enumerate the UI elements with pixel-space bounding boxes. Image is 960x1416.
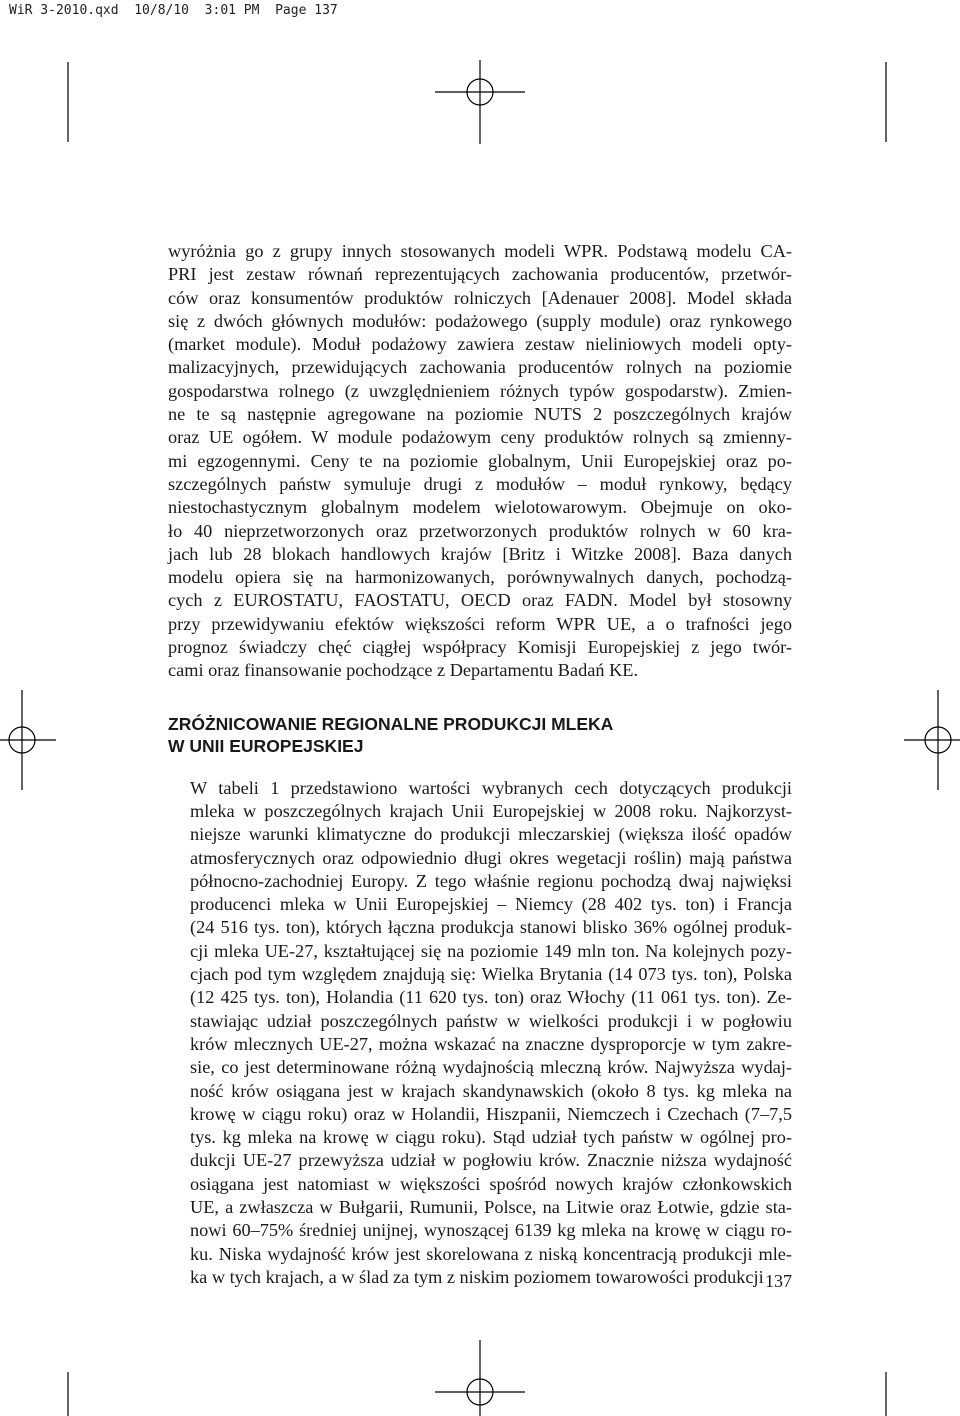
text-line: się z dwóch głównych modułów: podażowego (supply module) oraz rynkowego [168, 310, 792, 331]
text-line: cami oraz finansowanie pochodzące z Departamentu Badań KE. [168, 660, 639, 681]
text-line: (12 425 tys. ton), Holandia (11 620 tys. ton) oraz Włochy (11 061 tys. ton). Ze- [190, 987, 792, 1008]
text-line: cych z EUROSTATU, FAOSTATU, OECD oraz FADN. Model był stosowny [168, 590, 792, 611]
text-line: niejsze warunki klimatyczne do produkcji mleczarskiej (większa ilość opadów [190, 824, 792, 845]
crop-mark-top-left [60, 62, 70, 142]
text-line: krowę w ciągu roku) oraz w Holandii, Hiszpanii, Niemczech i Czechach (7–7,5 [190, 1103, 792, 1124]
crop-mark-bottom-right [885, 1372, 895, 1416]
paragraph-milk-production [168, 777, 792, 1290]
text-line: oraz UE ogółem. W module podażowym ceny produktów rolnych są zmienny- [168, 427, 792, 448]
text-line: ców oraz konsumentów produktów rolniczych [Adenauer 2008]. Model składa [168, 287, 792, 308]
section-heading-line-1: ZRÓŻNICOWANIE REGIONALNE PRODUKCJI MLEKA [168, 713, 614, 734]
text-line: PRI jest zestaw równań reprezentujących zachowania producentów, przetwór- [168, 264, 792, 285]
print-slug: WiR 3-2010.qxd 10/8/10 3:01 PM Page 137 [9, 3, 338, 18]
text-line: niestochastycznym globalnym modelem wielotowarowym. Obejmuje on oko- [168, 497, 792, 518]
section-heading [168, 713, 792, 757]
section-heading-line-2: W UNII EUROPEJSKIEJ [168, 735, 364, 756]
text-line: W tabeli 1 przedstawiono wartości wybranych cech dotyczących produkcji [190, 777, 792, 798]
text-line: cjach pod tym względem znajdują się: Wielka Brytania (14 073 tys. ton), Polska [190, 964, 792, 985]
registration-mark-top [435, 60, 525, 144]
text-line: północno-zachodniej Europy. Z tego właśnie regionu pochodzą dwaj najwięksi [190, 870, 792, 891]
text-line: atmosferycznych oraz odpowiednio długi okres wegetacji roślin) mają państwa [190, 847, 792, 868]
registration-mark-bottom [435, 1340, 525, 1416]
text-line: (24 516 tys. ton), których łączna produkcja stanowi blisko 36% ogólnej produk- [190, 917, 792, 938]
text-line: ne te są następnie agregowane na poziomie NUTS 2 poszczególnych krajów [168, 404, 792, 425]
text-line: dukcji UE-27 przewyższa udział w pogłowiu krów. Znacznie niższa wydajność [190, 1150, 792, 1171]
paragraph-capri-model [168, 240, 792, 683]
text-line: przy przewidywaniu efektów większości reform WPR UE, a o trafności jego [168, 613, 792, 634]
text-line: mi egzogennymi. Ceny te na poziomie globalnym, Unii Europejskiej oraz po- [168, 450, 792, 471]
text-line: malizacyjnych, przewidujących zachowania producentów rolnych na poziomie [168, 357, 792, 378]
page-number: 137 [765, 1271, 792, 1291]
text-line: ku. Niska wydajność krów jest skorelowana z niską koncentracją produkcji mle- [190, 1243, 792, 1264]
registration-mark-left [0, 690, 60, 790]
registration-mark-right [900, 690, 960, 790]
text-line: ło 40 nieprzetworzonych oraz przetworzonych produktów rolnych w 60 kra- [168, 520, 792, 541]
text-line: (market module). Moduł podażowy zawiera zestaw nieliniowych modeli opty- [168, 334, 792, 355]
text-line: gospodarstwa rolnego (z uwzględnieniem różnych typów gospodarstw). Zmien- [168, 380, 792, 401]
text-line: modelu opiera się na harmonizowanych, porównywalnych danych, pochodzą- [168, 567, 792, 588]
text-line: szczególnych państw symuluje drugi z modułów – moduł rynkowy, będący [168, 473, 792, 494]
text-line: wyróżnia go z grupy innych stosowanych modeli WPR. Podstawą modelu CA- [168, 241, 792, 261]
text-line: producenci mleka w Unii Europejskiej – Niemcy (28 402 tys. ton) i Francja [190, 894, 792, 915]
text-line: ność krów osiągana jest w krajach skandynawskich (około 8 tys. kg mleka na [190, 1080, 792, 1101]
article-body [168, 240, 792, 1289]
text-line: krów mlecznych UE-27, można wskazać na znaczne dysproporcje w tym zakre- [190, 1033, 792, 1054]
text-line: stawiając udział poszczególnych państw w wielkości produkcji i w pogłowiu [190, 1010, 792, 1031]
text-line: prognoz świadczy chęć ciągłej współpracy Komisji Europejskiej z jego twór- [168, 637, 792, 658]
text-line: jach lub 28 blokach handlowych krajów [Britz i Witzke 2008]. Baza danych [168, 543, 792, 564]
crop-mark-bottom-left [60, 1372, 70, 1416]
text-line: ka w tych krajach, a w ślad za tym z niskim poziomem towarowości produkcji [190, 1266, 764, 1287]
text-line: osiągana jest natomiast w większości spośród nowych krajów członkowskich [190, 1173, 792, 1194]
text-line: mleka w poszczególnych krajach Unii Europejskiej w 2008 roku. Najkorzyst- [190, 800, 792, 821]
text-line: sie, co jest determinowane różną wydajnością mleczną krów. Najwyższa wydaj- [190, 1057, 792, 1078]
text-line: nowi 60–75% średniej unijnej, wynoszącej 6139 kg mleka na krowę w ciągu ro- [190, 1220, 792, 1241]
text-line: UE, a zwłaszcza w Bułgarii, Rumunii, Polsce, na Litwie oraz Łotwie, gdzie sta- [190, 1196, 792, 1217]
text-line: tys. kg mleka na krowę w ciągu roku). Stąd udział tych państw w ogólnej pro- [190, 1127, 792, 1148]
crop-mark-top-right [885, 62, 895, 142]
text-line: cji mleka UE-27, kształtującej się na poziomie 149 mln ton. Na kolejnych pozy- [190, 940, 792, 961]
